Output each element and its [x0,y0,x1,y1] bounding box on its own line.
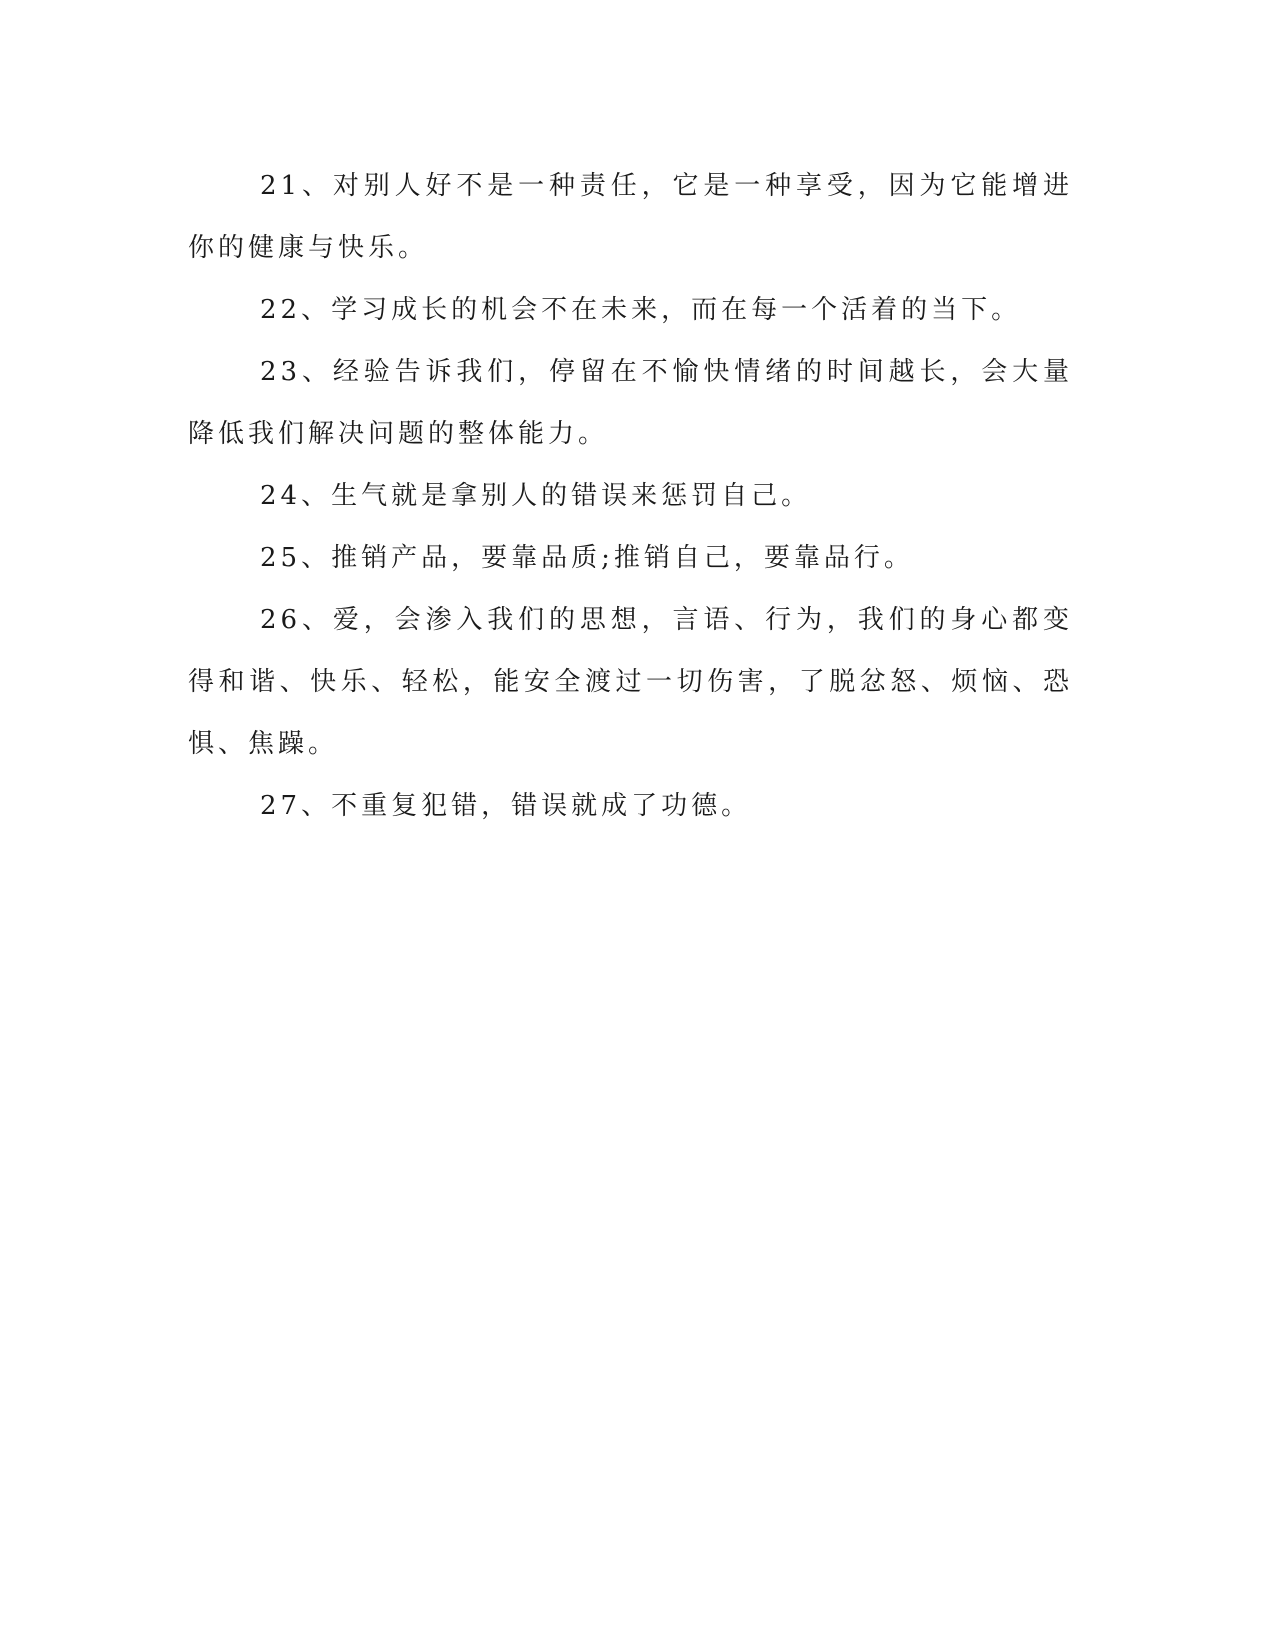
paragraph-23: 23、经验告诉我们，停留在不愉快情绪的时间越长，会大量降低我们解决问题的整体能力。 [188,357,1073,449]
paragraph-25: 25、推销产品，要靠品质;推销自己，要靠品行。 [260,543,914,573]
paragraph-21: 21、对别人好不是一种责任，它是一种享受，因为它能增进你的健康与快乐。 [188,171,1073,263]
paragraph-24: 24、生气就是拿别人的错误来惩罚自己。 [260,481,812,511]
paragraph-27: 27、不重复犯错，错误就成了功德。 [260,791,752,821]
paragraph-22: 22、学习成长的机会不在未来，而在每一个活着的当下。 [260,295,1022,325]
paragraph-26: 26、爱，会渗入我们的思想，言语、行为，我们的身心都变得和谐、快乐、轻松，能安全渡过一切伤害，了脱忿怒、烦恼、恐惧、焦躁。 [188,605,1073,759]
document-body [188,155,1073,837]
